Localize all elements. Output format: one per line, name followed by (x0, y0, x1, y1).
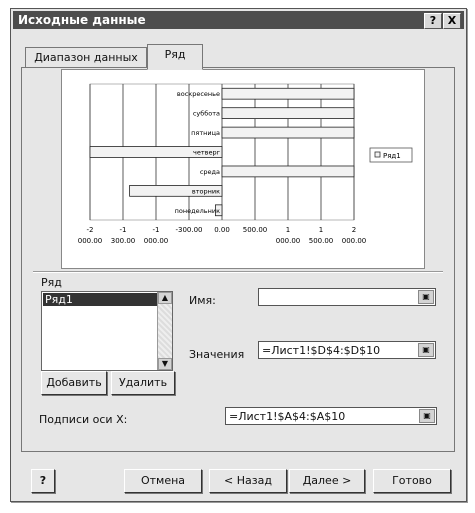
bar (222, 88, 354, 99)
bar (222, 108, 354, 119)
bar-chart (62, 70, 424, 268)
scroll-up-icon[interactable]: ▲ (158, 292, 172, 304)
category-label: среда (199, 167, 220, 176)
legend-label: Ряд1 (383, 152, 401, 160)
category-label: пятница (191, 129, 220, 138)
name-label: Имя: (189, 294, 216, 307)
bar (222, 166, 354, 177)
chart-tick-labels (78, 226, 367, 245)
x-tick-label: 500.00 (308, 237, 334, 245)
next-button[interactable]: Далее > (289, 469, 365, 493)
x-tick-label: 500.00 (242, 226, 268, 234)
tab-series[interactable]: Ряд (147, 44, 203, 70)
category-label: воскресенье (176, 90, 220, 99)
help-button[interactable]: ? (31, 469, 55, 493)
series-list[interactable] (41, 291, 173, 371)
values-label: Значения (189, 348, 245, 361)
cancel-button[interactable]: Отмена (124, 469, 202, 493)
category-label: четверг (193, 148, 220, 157)
x-tick-label: -300.00 (175, 226, 203, 234)
series-list-item[interactable]: Ряд1 (43, 293, 157, 306)
x-tick-label: -1 (152, 226, 160, 234)
collapse-dialog-icon[interactable]: ▣ (418, 290, 434, 304)
series-list-label: Ряд (41, 276, 62, 289)
x-tick-label: 0.00 (214, 226, 230, 234)
close-button[interactable]: X (443, 13, 461, 29)
section-divider (33, 271, 443, 273)
x-tick-label: 1 (285, 226, 291, 234)
dialog-title: Исходные данные (18, 13, 146, 27)
bar (222, 127, 354, 138)
finish-button[interactable]: Готово (373, 469, 451, 493)
x-tick-label: 000.00 (341, 237, 367, 245)
collapse-dialog-icon[interactable]: ▣ (419, 409, 435, 423)
legend-swatch (375, 152, 380, 157)
chart-preview (61, 69, 425, 269)
values-field[interactable] (258, 341, 436, 359)
category-label: понедельник (174, 206, 220, 215)
chart-legend (370, 148, 412, 162)
x-labels-field[interactable] (225, 407, 437, 425)
x-tick-label: 1 (318, 226, 324, 234)
x-tick-label: -2 (86, 226, 94, 234)
add-series-button[interactable]: Добавить (41, 371, 107, 395)
category-label: вторник (191, 187, 220, 196)
source-data-dialog (10, 8, 467, 502)
name-field[interactable] (258, 288, 436, 306)
x-tick-label: 300.00 (110, 237, 136, 245)
delete-series-button[interactable]: Удалить (111, 371, 175, 395)
category-label: суббота (192, 109, 220, 118)
x-tick-label: 000.00 (275, 237, 301, 245)
x-tick-label: 2 (351, 226, 357, 234)
x-tick-label: 000.00 (77, 237, 103, 245)
x-tick-label: 000.00 (143, 237, 169, 245)
values-value: =Лист1!$D$4:$D$10 (262, 344, 381, 357)
tab-data-range[interactable]: Диапазон данных (25, 47, 147, 68)
help-title-button[interactable]: ? (424, 13, 442, 29)
scroll-down-icon[interactable]: ▼ (158, 358, 172, 370)
x-labels-label: Подписи оси X: (39, 413, 128, 426)
dialog-titlebar (13, 11, 464, 29)
series-list-scrollbar[interactable] (157, 292, 172, 370)
back-button[interactable]: < Назад (209, 469, 287, 493)
x-labels-value: =Лист1!$A$4:$A$10 (229, 410, 346, 423)
collapse-dialog-icon[interactable]: ▣ (418, 343, 434, 357)
x-tick-label: -1 (119, 226, 127, 234)
